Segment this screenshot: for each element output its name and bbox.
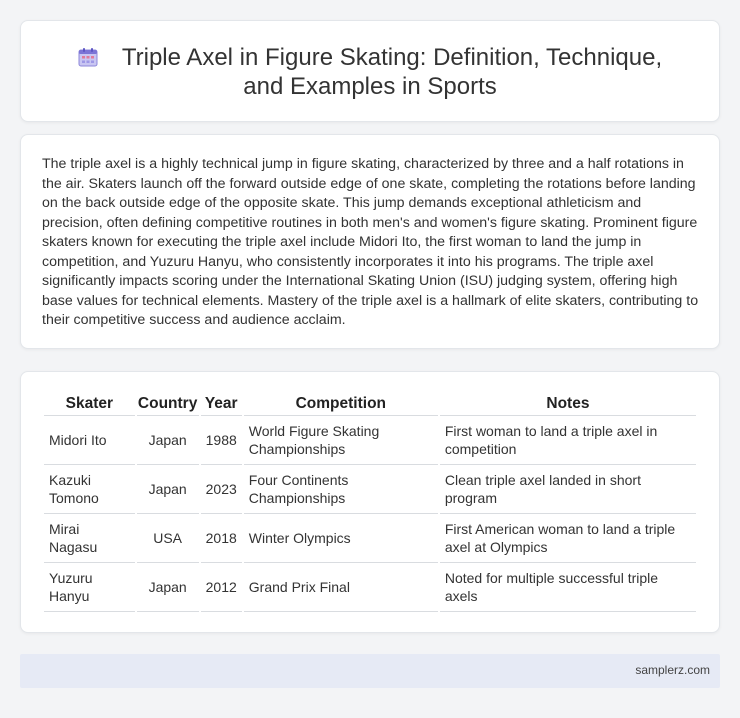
header-year: Year xyxy=(201,392,242,416)
header-skater: Skater xyxy=(44,392,135,416)
calendar-icon xyxy=(78,47,98,67)
description-text: The triple axel is a highly technical jump in figure skating, characterized by three and a half rotations in the air. Skaters launch off the forward outside edge of one skate, completing the rotations before landing on the back outside edge of the opposite skate. This jump demands exceptional athleticism and precision, often defining competitive routines in both men's and women's figure skating. Prominent figure skaters known for executing the triple axel include Midori Ito, the first woman to land the jump in competition, and Yuzuru Hanyu, who consistently incorporates it into his programs. The triple axel significantly impacts scoring under the International Skating Union (ISU) judging system, offering high base values for technical elements. Mastery of the triple axel is a hallmark of elite skaters, contributing to their competitive success and audience acclaim. xyxy=(42,156,699,328)
cell-year: 2012 xyxy=(201,563,242,612)
page-title: Triple Axel in Figure Skating: Definition, Technique, and Examples in Sports xyxy=(121,44,663,100)
cell-competition: Winter Olympics xyxy=(244,514,438,563)
header-competition: Competition xyxy=(244,392,438,416)
cell-notes: First American woman to land a triple axel at Olympics xyxy=(440,514,696,563)
cell-year: 1988 xyxy=(201,416,242,465)
cell-notes: Noted for multiple successful triple axels xyxy=(440,563,696,612)
footer-bar xyxy=(20,654,720,688)
table-row xyxy=(44,416,696,465)
table-row xyxy=(44,514,696,563)
table-row xyxy=(44,465,696,514)
cell-competition: Four Continents Championships xyxy=(244,465,438,514)
cell-country: Japan xyxy=(137,416,199,465)
cell-competition: Grand Prix Final xyxy=(244,563,438,612)
skaters-table xyxy=(42,392,698,612)
cell-skater: Midori Ito xyxy=(44,416,135,465)
cell-skater: Kazuki Tomono xyxy=(44,465,135,514)
header-notes: Notes xyxy=(440,392,696,416)
cell-competition: World Figure Skating Championships xyxy=(244,416,438,465)
table-card xyxy=(20,371,720,633)
cell-country: Japan xyxy=(137,563,199,612)
cell-notes: Clean triple axel landed in short program xyxy=(440,465,696,514)
cell-year: 2023 xyxy=(201,465,242,514)
cell-skater: Mirai Nagasu xyxy=(44,514,135,563)
table-header-row xyxy=(44,392,696,416)
title-card xyxy=(20,20,720,122)
footer-site-link[interactable]: samplerz.com xyxy=(635,663,710,677)
page-title-wrap xyxy=(21,43,719,101)
cell-notes: First woman to land a triple axel in competition xyxy=(440,416,696,465)
cell-country: USA xyxy=(137,514,199,563)
header-country: Country xyxy=(137,392,199,416)
description-card xyxy=(20,134,720,349)
cell-skater: Yuzuru Hanyu xyxy=(44,563,135,612)
cell-country: Japan xyxy=(137,465,199,514)
table-row xyxy=(44,563,696,612)
cell-year: 2018 xyxy=(201,514,242,563)
